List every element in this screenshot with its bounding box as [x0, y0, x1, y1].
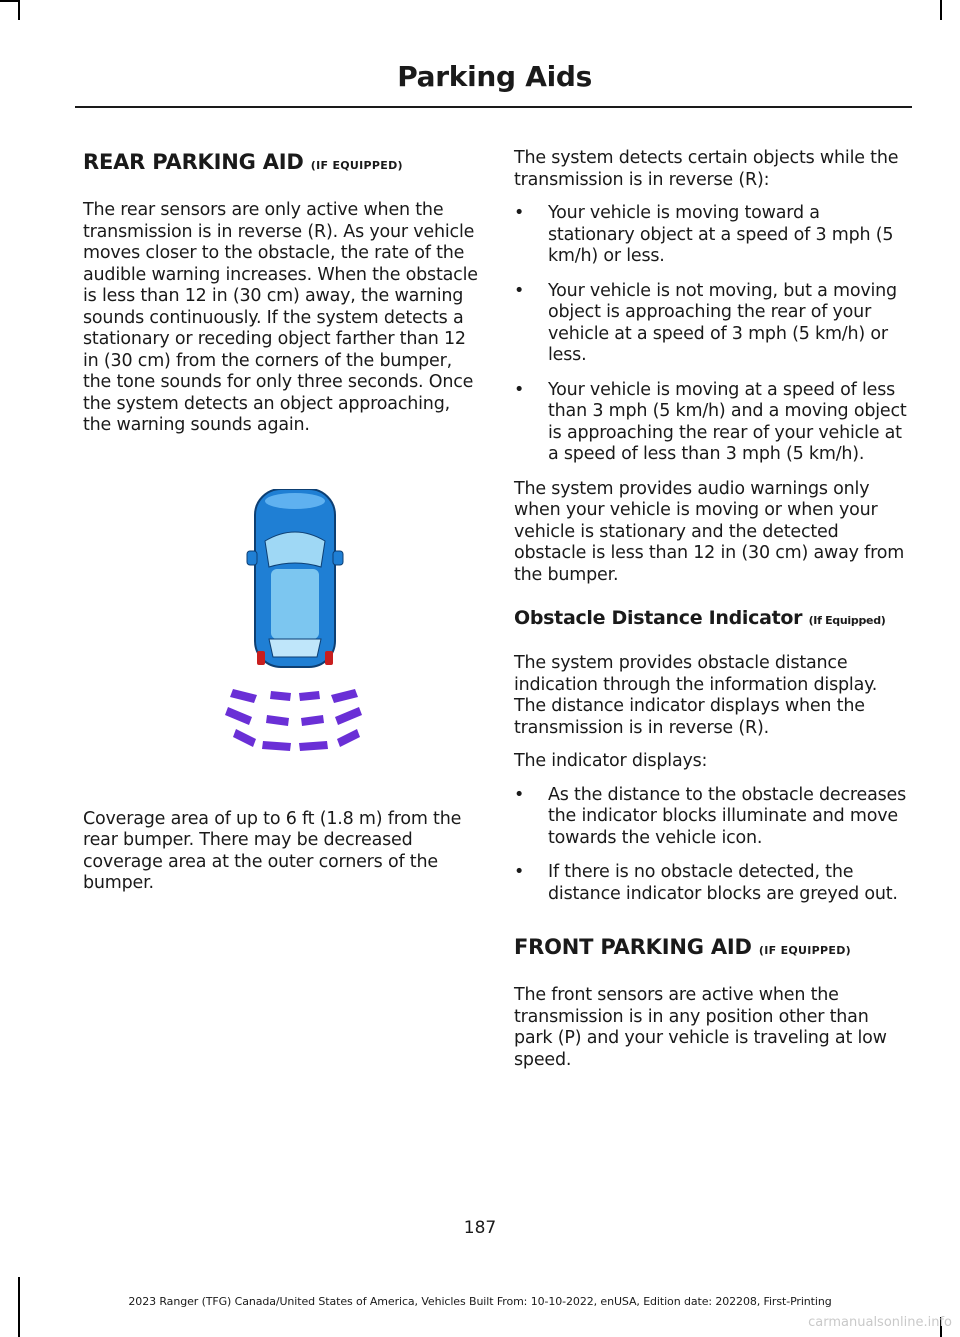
list-item — [514, 380, 910, 466]
list-item — [514, 862, 910, 905]
section-heading-text: REAR PARKING AID — [83, 150, 304, 174]
front-sensors-paragraph: The front sensors are active when the transmission is in any position other than park (P) and your vehicle is traveling at low speed. — [514, 985, 887, 1070]
indicator-paragraph: The system provides obstacle distance indication through the information display. The distance indicator displays when the transmission is in reverse (R). — [514, 653, 878, 738]
page-header-title: Parking Aids — [397, 60, 592, 93]
front-parking-aid-heading — [514, 933, 910, 965]
section-heading-text: FRONT PARKING AID — [514, 935, 752, 959]
list-item — [514, 281, 910, 367]
crop-mark — [18, 0, 20, 20]
indicator-intro: The indicator displays: — [514, 751, 708, 771]
coverage-caption: Coverage area of up to 6 ft (1.8 m) from the rear bumper. There may be decreased coverage area at the outer corners of the bumper. — [83, 808, 462, 893]
indicator-list — [514, 785, 910, 906]
bullet-icon: • — [514, 379, 525, 400]
rear-sensors-paragraph: The rear sensors are only active when the transmission is in reverse (R). As your vehicle moves closer to the obstacle, the rate of the audible warning increases. When the obstacle is less than 12 in (30 cm) away, the warning sounds continuously. If the system detects a stationary or receding object farther than 12 in (30 cm) from the corners of the bumper, the tone sounds for only three seconds. Once the system detects an object approaching, the warning sounds again. — [83, 200, 478, 435]
header-rule — [75, 106, 912, 108]
detection-conditions-list — [514, 203, 910, 466]
list-item-text: Your vehicle is not moving, but a moving object is approaching the rear of your vehicle at a speed of 3 mph (5 km/h) or less. — [548, 280, 897, 365]
right-column — [514, 148, 910, 1083]
left-column — [83, 148, 483, 907]
sub-heading-text: Obstacle Distance Indicator — [514, 607, 803, 629]
crop-mark — [940, 0, 942, 20]
bullet-icon: • — [514, 784, 525, 805]
watermark: carmanualsonline.info — [808, 1315, 952, 1330]
detection-intro: The system detects certain objects while the transmission is in reverse (R): — [514, 148, 899, 190]
obstacle-distance-heading — [514, 604, 910, 635]
section-heading-tag: (IF EQUIPPED) — [758, 944, 851, 957]
car-top-view-icon — [83, 489, 483, 759]
list-item-text: As the distance to the obstacle decreases the indicator blocks illuminate and move towards the vehicle icon. — [548, 784, 906, 848]
vehicle-sensor-illustration — [83, 489, 483, 759]
page-number: 187 — [463, 1218, 497, 1238]
list-item-text: Your vehicle is moving toward a stationary object at a speed of 3 mph (5 km/h) or less. — [548, 203, 894, 266]
rear-parking-aid-heading — [83, 148, 483, 180]
bullet-icon: • — [514, 203, 525, 223]
bullet-icon: • — [514, 862, 525, 882]
crop-mark — [0, 0, 20, 2]
audio-warnings-paragraph: The system provides audio warnings only when your vehicle is moving or when your vehicle is stationary and the detected obstacle is less than 12 in (30 cm) away from the bumper. — [514, 478, 905, 585]
footer-edition-info: 2023 Ranger (TFG) Canada/United States of America, Vehicles Built From: 10-10-2022, enUSA, Edition date: 202208, First-Printing — [128, 1295, 832, 1308]
list-item-text: Your vehicle is moving at a speed of less than 3 mph (5 km/h) and a moving object is approaching the rear of your vehicle at a speed of less than 3 mph (5 km/h). — [548, 379, 907, 464]
list-item-text: If there is no obstacle detected, the distance indicator blocks are greyed out. — [548, 862, 898, 904]
section-heading-tag: (IF EQUIPPED) — [310, 159, 403, 172]
list-item — [514, 785, 910, 850]
list-item — [514, 203, 910, 268]
bullet-icon: • — [514, 280, 525, 301]
sub-heading-tag: (If Equipped) — [808, 614, 886, 627]
